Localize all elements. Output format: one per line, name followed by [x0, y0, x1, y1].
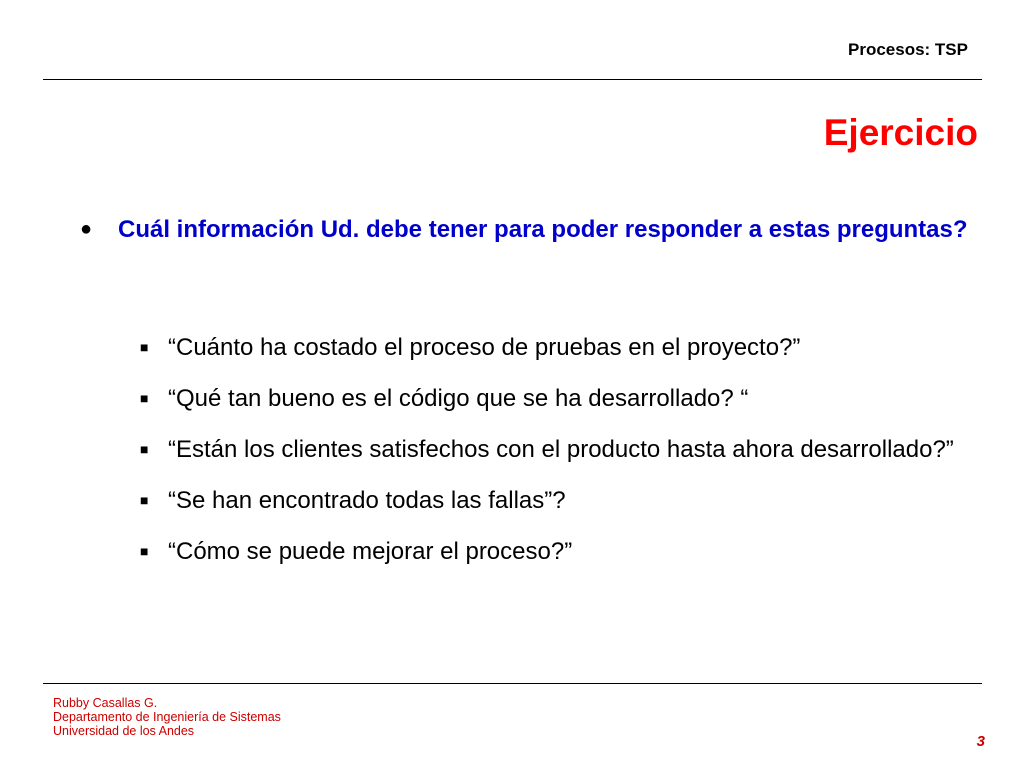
question-text: “Están los clientes satisfechos con el producto hasta ahora desarrollado?”	[168, 436, 954, 463]
question-text: “Qué tan bueno es el código que se ha desarrollado? “	[168, 385, 749, 412]
question-item	[136, 383, 956, 414]
square-bullet-icon: ■	[140, 543, 149, 559]
footer-university: Universidad de los Andes	[53, 724, 195, 738]
question-text: “Cómo se puede mejorar el proceso?”	[168, 538, 573, 565]
question-text: “Cuánto ha costado el proceso de pruebas en el proyecto?”	[168, 334, 801, 361]
footer-department: Departamento de Ingeniería de Sistemas	[53, 710, 281, 724]
round-bullet-icon: ●	[80, 218, 93, 240]
slide-title: Ejercicio	[823, 112, 978, 153]
bottom-divider	[43, 683, 982, 684]
question-text: “Se han encontrado todas las fallas”?	[168, 487, 566, 514]
square-bullet-icon: ■	[140, 441, 149, 457]
question-item	[136, 485, 956, 516]
header-title: Procesos: TSP	[848, 40, 968, 59]
footer-author: Rubby Casallas G.	[53, 696, 158, 710]
square-bullet-icon: ■	[140, 390, 149, 406]
square-bullet-icon: ■	[140, 339, 149, 355]
page-number: 3	[976, 733, 985, 750]
footer-credits	[53, 696, 281, 738]
square-bullet-icon: ■	[140, 492, 149, 508]
main-bullet-text: Cuál información Ud. debe tener para poder responder a estas preguntas?	[118, 216, 968, 243]
question-item	[136, 434, 956, 465]
question-item	[136, 332, 956, 363]
main-bullet	[80, 213, 970, 246]
question-list	[136, 332, 956, 587]
top-divider	[43, 79, 982, 80]
question-item	[136, 536, 956, 567]
